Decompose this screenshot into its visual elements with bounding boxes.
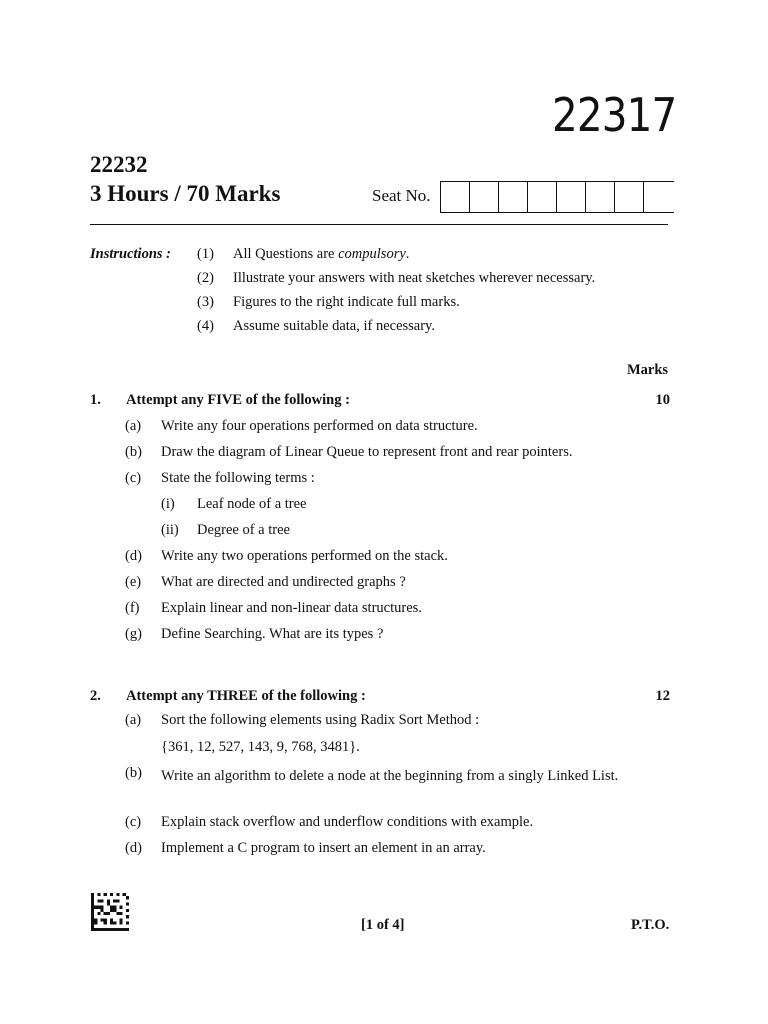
sub-item-text: Leaf node of a tree xyxy=(197,496,307,512)
item-label: (d) xyxy=(125,548,142,564)
instruction-text: Illustrate your answers with neat sketches wherever necessary. xyxy=(233,270,596,286)
page-indicator: [1 of 4] xyxy=(361,917,405,933)
instruction-text: Figures to the right indicate full marks. xyxy=(233,294,460,310)
instruction-text xyxy=(233,246,409,263)
question-marks: 12 xyxy=(655,688,670,704)
item-text: Sort the following elements using Radix Sort Method : xyxy=(161,712,480,728)
item-label: (b) xyxy=(125,444,142,460)
item-label: (c) xyxy=(125,470,142,486)
marks-column-heading: Marks xyxy=(627,362,669,378)
item-text: What are directed and undirected graphs ? xyxy=(161,574,406,590)
seat-number-boxes xyxy=(440,181,674,213)
sub-item-label: (i) xyxy=(161,496,175,512)
item-label: (c) xyxy=(125,814,142,830)
instruction-text-part: All Questions are xyxy=(233,246,339,262)
seat-box xyxy=(441,182,470,212)
question-marks: 10 xyxy=(655,392,670,408)
item-label: (d) xyxy=(125,840,142,856)
item-text: Write an algorithm to delete a node at the beginning from a singly Linked List. xyxy=(161,768,619,784)
item-text: Draw the diagram of Linear Queue to represent front and rear pointers. xyxy=(161,444,573,460)
question-number: 1. xyxy=(90,392,101,408)
pto-label: P.T.O. xyxy=(631,917,670,933)
item-text: Write any two operations performed on the stack. xyxy=(161,548,448,564)
subject-code: 22317 xyxy=(551,88,676,142)
item-text: Implement a C program to insert an element in an array. xyxy=(161,840,486,856)
instruction-number: (1) xyxy=(197,246,214,262)
item-label: (b) xyxy=(125,765,142,781)
question-title: Attempt any FIVE of the following : xyxy=(126,392,350,408)
instruction-number: (2) xyxy=(197,270,214,286)
seat-box xyxy=(528,182,557,212)
item-label: (e) xyxy=(125,574,142,590)
item-label: (g) xyxy=(125,626,142,642)
item-text: Explain linear and non-linear data structures. xyxy=(161,600,422,616)
header-divider xyxy=(90,224,668,225)
seat-box xyxy=(615,182,644,212)
instruction-text-part: . xyxy=(405,246,410,262)
question-title: Attempt any THREE of the following : xyxy=(126,688,366,704)
seat-box xyxy=(644,182,674,212)
seat-box xyxy=(586,182,615,212)
radix-sort-elements: {361, 12, 527, 143, 9, 768, 3481}. xyxy=(161,739,360,755)
item-label: (f) xyxy=(125,600,140,616)
instruction-number: (4) xyxy=(197,318,214,334)
item-label: (a) xyxy=(125,712,142,728)
paper-code: 22232 xyxy=(90,152,148,177)
instruction-emphasis: compulsory xyxy=(338,246,406,262)
item-text: Write any four operations performed on data structure. xyxy=(161,418,478,434)
seat-number-label: Seat No. xyxy=(372,186,431,205)
instructions-label: Instructions : xyxy=(90,246,171,262)
instruction-text: Assume suitable data, if necessary. xyxy=(233,318,435,334)
seat-box xyxy=(470,182,499,212)
question-number: 2. xyxy=(90,688,101,704)
item-text: State the following terms : xyxy=(161,470,315,486)
item-text: Define Searching. What are its types ? xyxy=(161,626,384,642)
duration-marks: 3 Hours / 70 Marks xyxy=(90,181,281,206)
sub-item-text: Degree of a tree xyxy=(197,522,290,538)
instruction-number: (3) xyxy=(197,294,214,310)
sub-item-label: (ii) xyxy=(161,522,179,538)
seat-box xyxy=(499,182,528,212)
item-text: Explain stack overflow and underflow conditions with example. xyxy=(161,814,534,830)
seat-box xyxy=(557,182,586,212)
item-label: (a) xyxy=(125,418,142,434)
datamatrix-code xyxy=(91,893,129,931)
